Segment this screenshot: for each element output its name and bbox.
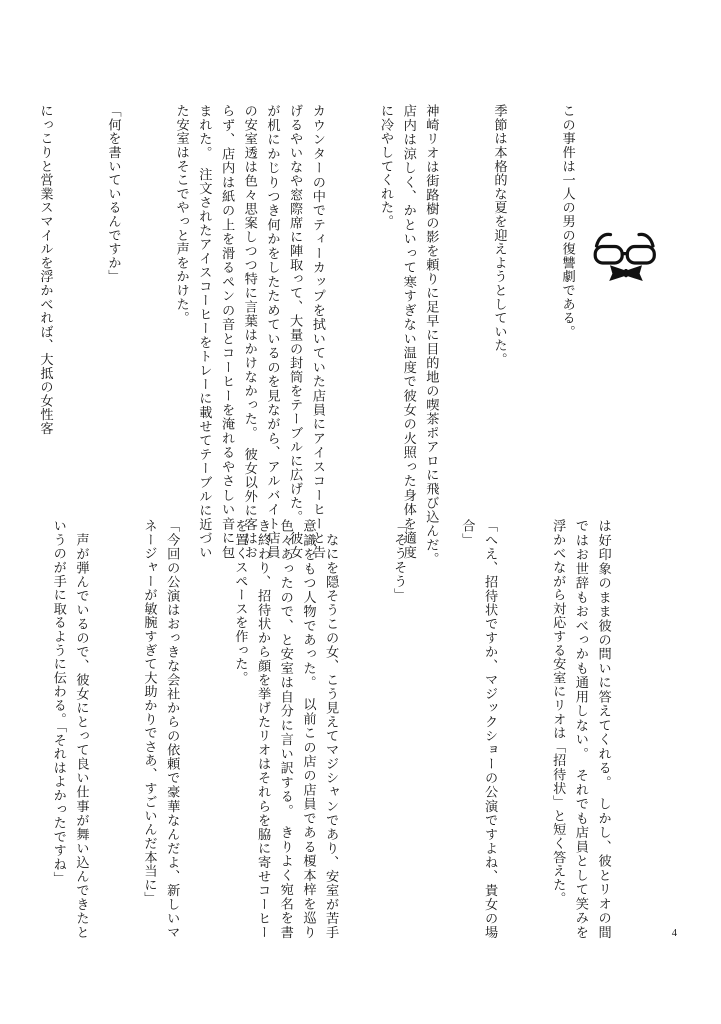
paragraph: 「今回の公演はおっきな会社からの依頼で豪華なんだよ、新しいマネージャーが敏腕すぎて大助かりでさあ、すごいんだ本当に」 bbox=[141, 519, 180, 939]
lower-text-block bbox=[50, 519, 659, 939]
paragraph: 神崎リオは街路樹の影を頼りに足早に目的地の喫茶ポアロに飛び込んだ。 店内は涼しく、かといって寒すぎない温度で彼女の火照った身体を適度に冷やしてくれた。 bbox=[377, 104, 439, 573]
paragraph: この事件は一人の男の復讐劇である。 bbox=[559, 104, 575, 339]
paragraph: は好印象のまま彼の問いに答えてくれる。 しかし、彼とリオの間ではお世辞もおべっかも通用しない。 それでも店員として笑みを浮かべながら対応する安室にリオは「招待状」と短く答えた。 bbox=[550, 519, 611, 939]
paragraph: 季節は本格的な夏を迎えようとしていた。 bbox=[491, 104, 507, 367]
paragraph: 「そうそう」 bbox=[391, 519, 407, 602]
paragraph: にっこりと営業スマイルを浮かべれば、大抵の女性客 bbox=[37, 104, 53, 436]
paragraph: 声が弾んでいるので、彼女にとって良い仕事が舞い込んできたというのが手に取るように伝わる。「それはよかったですね」 bbox=[50, 519, 89, 939]
page-number: 4 bbox=[671, 928, 677, 939]
paragraph bbox=[0, 519, 1, 939]
paragraph: 「へえ、招待状ですか、マジックショーの公演ですよね、貴女の場合」 bbox=[459, 519, 498, 939]
paragraph: なにを隠そうこの女、こう見えてマジシャンであり、安室が苦手意識をもつ人物であった。 以前この店の店員である榎本梓を巡り色々あったので、と安室は自分に言い訳する。 きりよく宛名を書き終わり、招待状から顔を挙げたリオはそれらを脇に寄せコーヒーを置くスペースを作った。 bbox=[232, 519, 339, 939]
paragraph: カウンターの中でティーカップを拭いていた店員にアイスコーヒーと告げるやいなや窓際席に陣取って、大量の封筒をテーブルに広げた。 彼女が机にかじりつき何かをしたためているのを見ながら、アルバイト店員の安室透は色々思案しつつ特に言葉はかけなかった。 彼女以外に客はおらず、店内は紙の上を滑るペンの音とコーヒーを淹れるやさしい音に包まれた。 注文されたアイスコーヒーをトレーに載せてテーブルに近づいた安室はそこでやっと声をかけた。 bbox=[173, 104, 325, 559]
paragraph: 「何を書いているんですか」 bbox=[105, 104, 121, 284]
